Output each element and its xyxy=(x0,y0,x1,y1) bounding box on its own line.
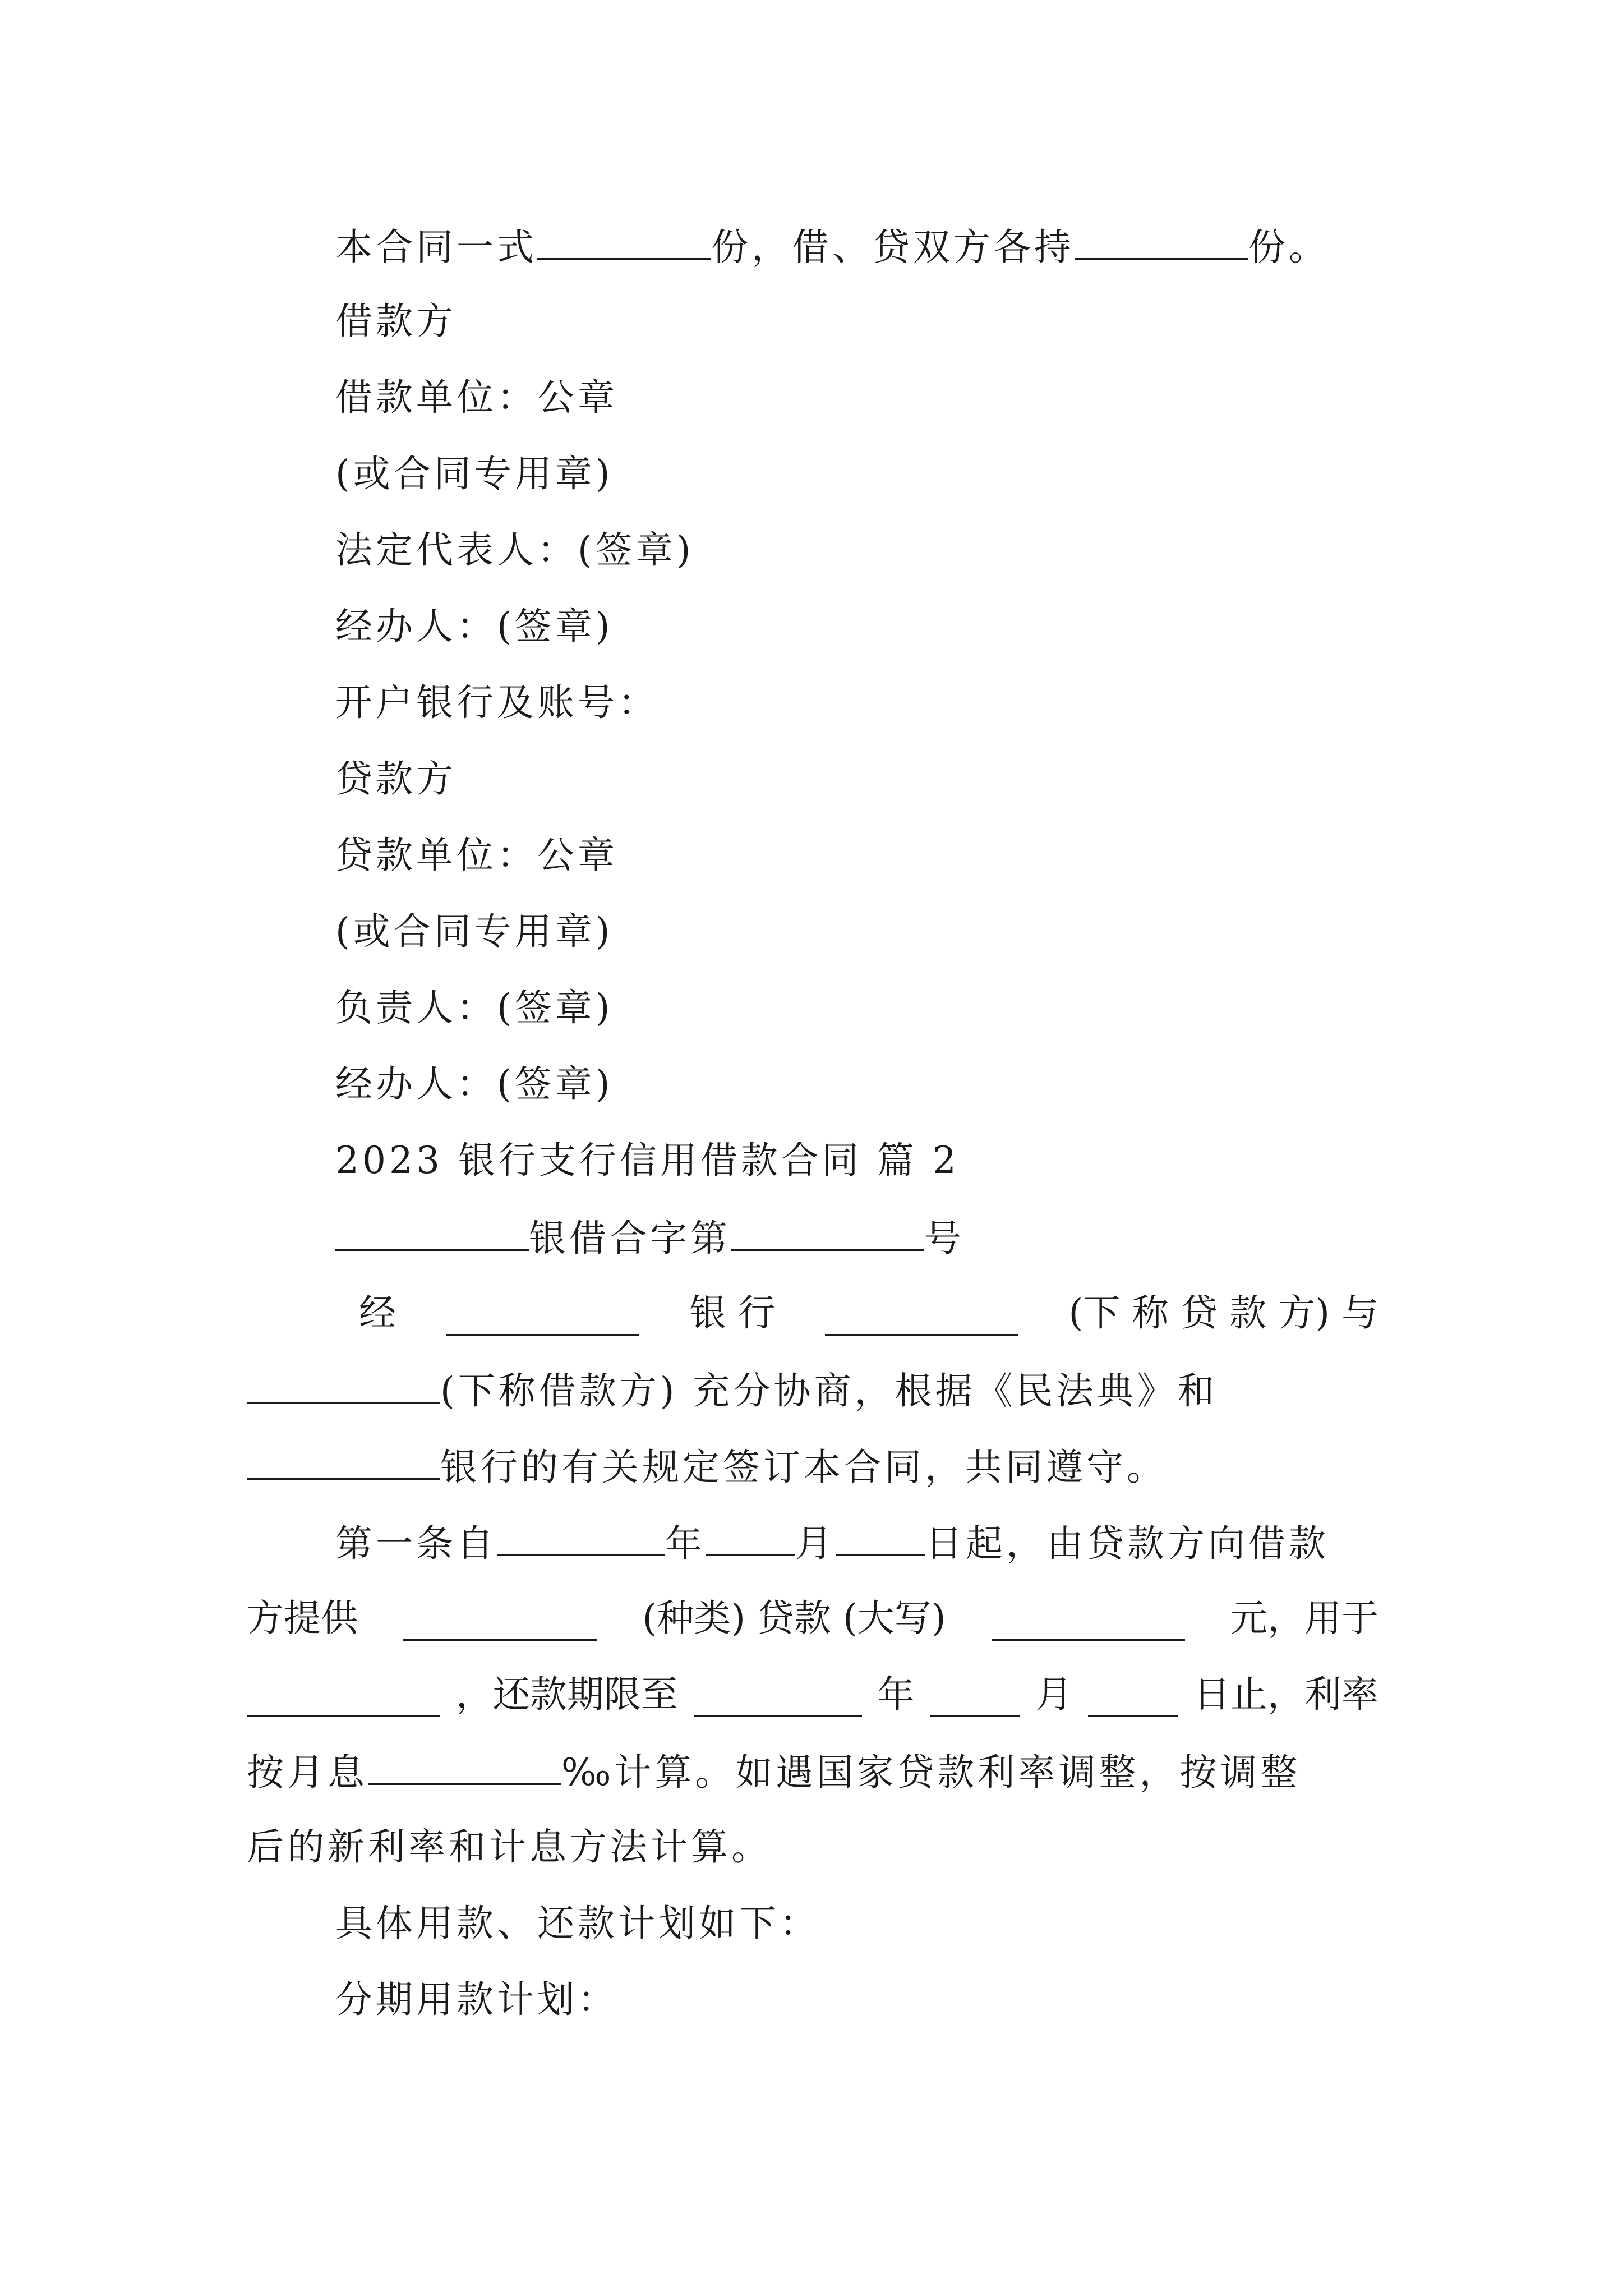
blank-field xyxy=(247,1681,440,1717)
text-fragment: 年 xyxy=(665,1522,706,1565)
contract-number-line xyxy=(335,1214,965,1261)
article1-line3 xyxy=(247,1672,1378,1717)
plan-intro: 具体用款、还款计划如下： xyxy=(335,1902,820,1945)
bank-account: 开户银行及账号： xyxy=(335,681,658,724)
text-fragment: 银 行 xyxy=(689,1291,776,1335)
blank-field xyxy=(537,223,711,260)
borrower-handler: 经办人：(签章) xyxy=(335,605,614,648)
legal-representative: 法定代表人：(签章) xyxy=(335,528,694,572)
text-fragment: ，还款期限至 xyxy=(455,1673,678,1716)
lender-handler: 经办人：(签章) xyxy=(335,1062,614,1106)
text-fragment: 第一条自 xyxy=(335,1522,497,1565)
blank-field xyxy=(368,1749,561,1785)
text-fragment: 银借合字第 xyxy=(529,1217,731,1260)
text-fragment: (下 称 贷 款 方) 与 xyxy=(1068,1291,1378,1335)
article1-line1 xyxy=(335,1520,1329,1566)
blank-field xyxy=(706,1520,795,1556)
text-fragment: 份，借、贷双方各持 xyxy=(711,226,1075,269)
blank-field xyxy=(403,1604,597,1641)
lender-responsible-person: 负责人：(签章) xyxy=(335,986,614,1029)
blank-field xyxy=(992,1604,1185,1641)
blank-field xyxy=(836,1520,925,1556)
para1-line2 xyxy=(247,1367,1218,1414)
para1-line1 xyxy=(359,1291,1378,1336)
text-fragment: 月 xyxy=(1035,1673,1073,1716)
blank-field xyxy=(825,1299,1018,1336)
text-fragment: ‰计算。如遇国家贷款利率调整，按调整 xyxy=(561,1751,1301,1794)
borrower-unit-seal: 借款单位：公章 xyxy=(335,376,618,419)
blank-field xyxy=(1075,223,1248,260)
para1-line3 xyxy=(247,1443,1167,1490)
contract-title: 2023 银行支行信用借款合同 篇 2 xyxy=(335,1139,960,1182)
text-fragment: 元，用于 xyxy=(1230,1596,1378,1640)
text-fragment: 日起，由贷款方向借款 xyxy=(925,1522,1329,1565)
text-fragment: 年 xyxy=(877,1673,915,1716)
text-fragment: 方提供 xyxy=(247,1596,358,1640)
blank-field xyxy=(1088,1681,1178,1717)
blank-field xyxy=(446,1299,639,1336)
borrower-heading: 借款方 xyxy=(335,300,457,343)
blank-field xyxy=(930,1681,1020,1717)
text-fragment: 号 xyxy=(924,1217,965,1260)
lender-heading: 贷款方 xyxy=(335,757,457,800)
borrower-contract-seal: (或合同专用章) xyxy=(335,452,614,495)
blank-field xyxy=(247,1443,440,1480)
blank-field xyxy=(497,1520,665,1556)
article1-line4 xyxy=(247,1749,1301,1795)
text-fragment: (种类) 贷款 (大写) xyxy=(642,1596,946,1640)
blank-field xyxy=(247,1367,440,1404)
article1-line2 xyxy=(247,1596,1378,1641)
blank-field xyxy=(694,1681,862,1717)
article1-line5: 后的新利率和计息方法计算。 xyxy=(247,1825,772,1869)
text-fragment: 按月息 xyxy=(247,1751,368,1794)
lender-unit-seal: 贷款单位：公章 xyxy=(335,834,618,877)
text-fragment: 月 xyxy=(795,1522,836,1565)
text-fragment: 份。 xyxy=(1248,226,1329,269)
text-fragment: 经 xyxy=(359,1291,396,1335)
text-fragment: 本合同一式 xyxy=(335,226,537,269)
text-fragment: (下称借款方) 充分协商，根据《民法典》和 xyxy=(440,1369,1218,1412)
text-fragment: 日止，利率 xyxy=(1193,1673,1378,1716)
text-fragment: 银行的有关规定签订本合同，共同遵守。 xyxy=(440,1446,1167,1489)
copies-line xyxy=(335,223,1329,270)
lender-contract-seal: (或合同专用章) xyxy=(335,910,614,953)
blank-field xyxy=(335,1214,529,1251)
blank-field xyxy=(731,1214,924,1251)
installment-plan-heading: 分期用款计划： xyxy=(335,1978,618,2021)
